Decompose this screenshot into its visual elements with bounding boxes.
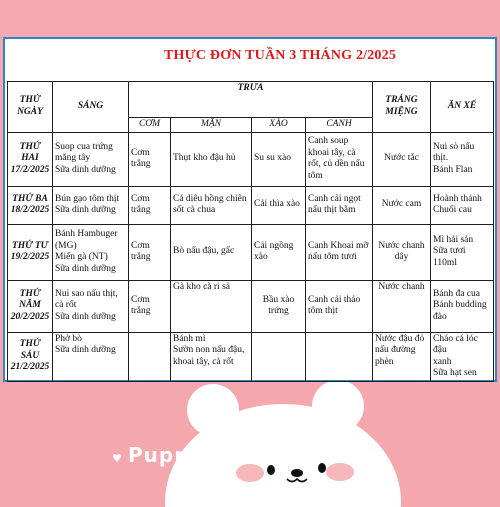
- table-row: [8, 132, 494, 186]
- snack-cell: Hoành thánh Chuối cau: [431, 186, 494, 224]
- menu-sheet: [3, 37, 497, 382]
- table-row: [8, 186, 494, 224]
- header-soup: CANH: [306, 118, 373, 133]
- weekly-menu-table: [7, 81, 494, 382]
- dessert-cell: Nước cam: [373, 186, 431, 224]
- stirfry-cell: Cải ngồng xào: [252, 224, 306, 280]
- header-dessert: TRÁNG MIỆNG: [373, 82, 431, 133]
- breakfast-cell: Bánh Hambuger (MG) Miến gà (NT) Sữa dinh dưỡng: [53, 224, 129, 280]
- dessert-cell: Nước đậu đỏ nấu đường phèn: [373, 332, 431, 381]
- header-stirfry: XÀO: [252, 118, 306, 133]
- header-day: THỨ NGÀY: [8, 82, 53, 133]
- rice-cell: Cơm trắng: [129, 186, 171, 224]
- snack-cell: Nui sò nấu thịt. Bánh Flan: [431, 132, 494, 186]
- top-pink-strip: [0, 0, 500, 37]
- salty-cell: Cá diêu hồng chiên sốt cà chua: [171, 186, 252, 224]
- day-cell: THỨ SÁU 21/2/2025: [8, 332, 53, 381]
- soup-cell: Canh cải ngọt nấu thịt bằm: [306, 186, 373, 224]
- breakfast-cell: Suop cua trứng măng tây Sữa dinh dưỡng: [53, 132, 129, 186]
- bear-decoration: [0, 382, 500, 507]
- soup-cell: Canh cải thảo tôm thịt: [306, 280, 373, 332]
- dessert-cell: Nước tắc: [373, 132, 431, 186]
- heart-icon: ♥: [112, 452, 122, 465]
- salty-cell: Bánh mì Sườn non nấu đậu, khoai tây, cà rốt: [171, 332, 252, 381]
- rice-cell: Cơm trắng: [129, 132, 171, 186]
- puppy-caption: Puppy: [128, 443, 204, 467]
- stirfry-cell: [252, 332, 306, 381]
- rice-cell: Cơm trắng: [129, 280, 171, 332]
- salty-cell: Gà kho cà ri sả: [171, 280, 252, 332]
- soup-cell: Canh Khoai mỡ nấu tôm tươi: [306, 224, 373, 280]
- header-rice: CƠM: [129, 118, 171, 133]
- snack-cell: Cháo cá lóc đậu xanh Sữa hạt sen: [431, 332, 494, 381]
- menu-title: THỰC ĐƠN TUẦN 3 THÁNG 2/2025: [163, 48, 397, 63]
- dessert-cell: Nước chanh dây: [373, 224, 431, 280]
- table-row: [8, 332, 494, 381]
- header-snack: ĂN XẾ: [431, 82, 494, 133]
- stirfry-cell: Cải thìa xào: [252, 186, 306, 224]
- breakfast-cell: Nui sao nấu thịt, cà rốt Sữa dinh dưỡng: [53, 280, 129, 332]
- header-salty: MẶN: [171, 118, 252, 133]
- snack-cell: Mì hải sản Sữa tươi 110ml: [431, 224, 494, 280]
- soup-cell: Canh soup khoai tây, cà rốt, củ dền nấu tôm: [306, 132, 373, 186]
- table-row: [8, 280, 494, 332]
- table-row: [8, 224, 494, 280]
- soup-cell: [306, 332, 373, 381]
- header-breakfast: SÁNG: [53, 82, 129, 133]
- header-lunch: TRƯA: [129, 82, 373, 118]
- day-cell: THỨ TƯ 19/2/2025: [8, 224, 53, 280]
- salty-cell: Thụt kho đậu hủ: [171, 132, 252, 186]
- breakfast-cell: Phở bò Sữa dinh dưỡng: [53, 332, 129, 381]
- stirfry-cell: Bầu xào trứng: [252, 280, 306, 332]
- day-cell: THỨ NĂM 20/2/2025: [8, 280, 53, 332]
- salty-cell: Bò nấu đậu, gấc: [171, 224, 252, 280]
- breakfast-cell: Bún gạo tôm thịt Sữa dinh dưỡng: [53, 186, 129, 224]
- day-cell: THỨ BA 18/2/2025: [8, 186, 53, 224]
- dessert-cell: Nước chanh: [373, 280, 431, 332]
- stirfry-cell: Su su xào: [252, 132, 306, 186]
- snack-cell: Bánh đa cua Bánh budding đào: [431, 280, 494, 332]
- rice-cell: Cơm trắng: [129, 224, 171, 280]
- rice-cell: [129, 332, 171, 381]
- day-cell: THỨ HAI 17/2/2025: [8, 132, 53, 186]
- header-row-1: [8, 82, 494, 118]
